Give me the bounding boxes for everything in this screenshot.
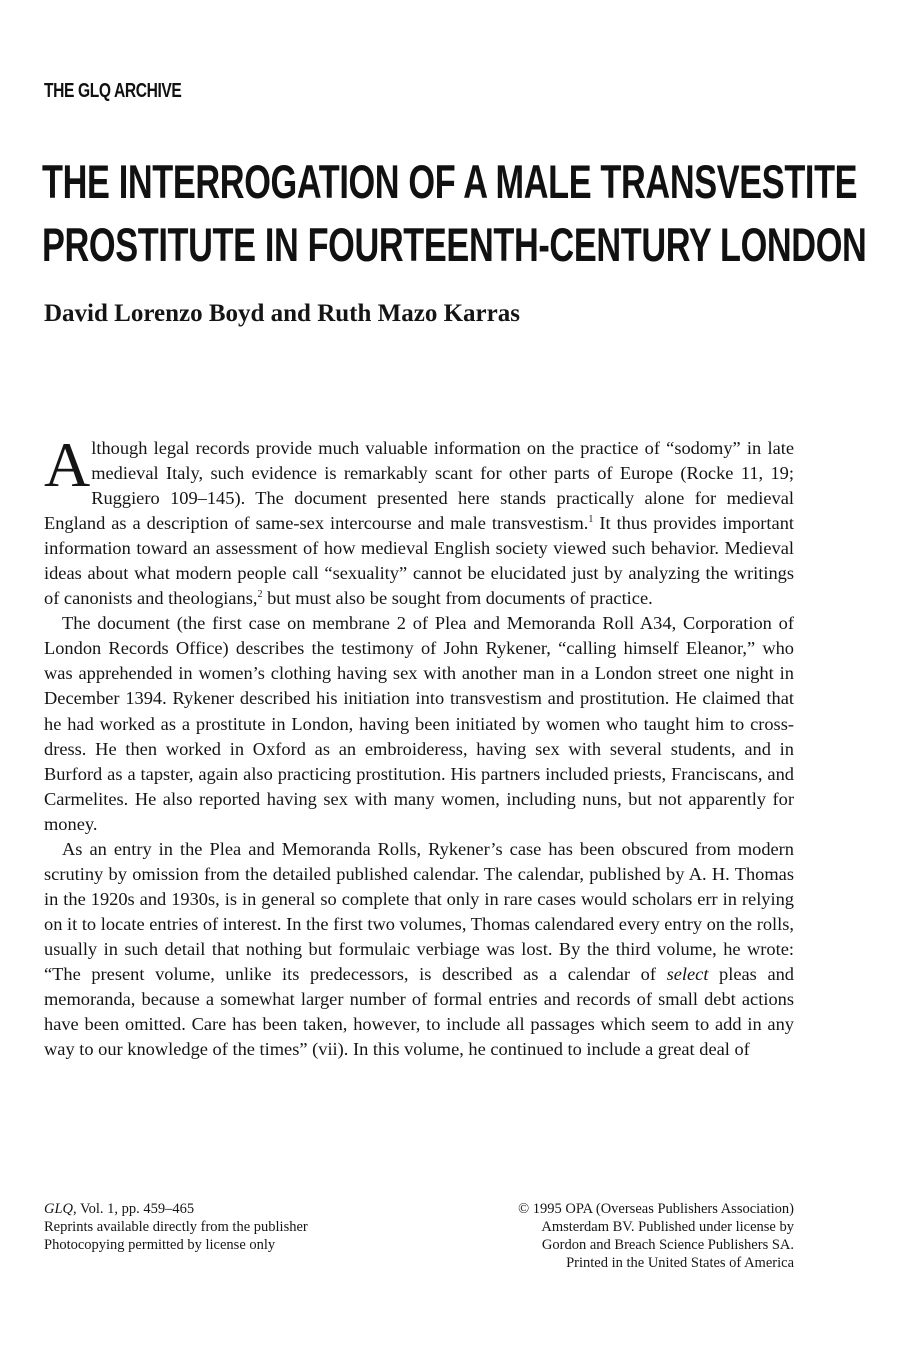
article-title xyxy=(42,150,867,276)
drop-cap: A xyxy=(44,429,91,500)
paragraph-text: lthough legal records provide much valuable information on the practice of “sodomy” in late medieval Italy, such evidence is remarkably scant for other parts of Europe (Rocke 11, 19; Ruggiero 109–145). The document presented here stands practically alone for medieval England as a description of same-sex intercourse and male transvestism. xyxy=(44,438,794,534)
copyright-line: © 1995 OPA (Overseas Publishers Association) xyxy=(518,1201,794,1217)
authors: David Lorenzo Boyd and Ruth Mazo Karras xyxy=(44,300,520,327)
publisher-line: Gordon and Breach Science Publishers SA. xyxy=(541,1237,794,1253)
title-line: PROSTITUTE IN FOURTEENTH-CENTURY LONDON xyxy=(42,218,867,271)
paragraph: The document (the first case on membrane 2 of Plea and Memoranda Roll A34, Corporation of London Records Office) describes the testimony of John Rykener, “calling himself Eleanor,” who was apprehended in women’s clothing having sex with another man in a London street one night in December 1394. Rykener described his initiation into transvestism and prostitution. He claimed that he had worked as a prostitute in London, having been initiated by women who taught him to cross-dress. He then worked in Oxford as an embroideress, having sex with several students, and in Burford as a tapster, again also practicing prostitution. His partners included priests, Franciscans, and Carmelites. He also reported having sex with many women, including nuns, but not apparently for money. xyxy=(44,613,794,834)
paragraph xyxy=(44,429,794,611)
paragraph xyxy=(44,837,794,1062)
printed-line: Printed in the United States of America xyxy=(566,1255,794,1271)
footnote-marker[interactable]: 2 xyxy=(257,589,263,601)
emphasis-text: select xyxy=(666,963,709,984)
footer-copyright xyxy=(518,1200,794,1272)
paragraph-text: pleas and memoranda, because a somewhat larger number of formal entries and records of small debt actions have been omitted. Care has been taken, however, to include all passages which seem to add in any way to our knowledge of the times” (vii). In this volume, he continued to include a great deal of xyxy=(44,963,795,1060)
photocopying-note: Photocopying permitted by license only xyxy=(44,1237,276,1253)
publisher-line: Amsterdam BV. Published under license by xyxy=(541,1219,794,1235)
citation: , Vol. 1, pp. 459–465 xyxy=(73,1201,195,1217)
paragraph-text: As an entry in the Plea and Memoranda Rolls, Rykener’s case has been obscured from modern scrutiny by omission from the detailed published calendar. The calendar, published by A. H. Thomas in the 1920s and 1930s, is in general so complete that only in rare cases would scholars err in relying on it to locate entries of interest. In the first two volumes, Thomas calendared every entry on the rolls, usually in such detail that nothing but formulaic verbiage was lost. By the third volume, he wrote: “The present volume, unlike its predecessors, is described as a calendar of xyxy=(44,838,794,984)
title-line: THE INTERROGATION OF A MALE TRANSVESTITE xyxy=(42,155,858,208)
journal-name: GLQ xyxy=(44,1201,74,1217)
reprints-note: Reprints available directly from the publisher xyxy=(44,1219,308,1235)
footer-citation xyxy=(44,1200,308,1254)
section-label: THE GLQ ARCHIVE xyxy=(44,80,182,102)
article-body xyxy=(44,429,795,1062)
paragraph-text: but must also be sought from documents of practice. xyxy=(262,588,653,609)
paragraph-text: It thus provides important information toward an assessment of how medieval English society viewed such behavior. Medieval ideas about what modern people call “sexuality” cannot be elucidated just by analyzing the writings of canonists and theologians, xyxy=(44,513,794,609)
footnote-marker[interactable]: 1 xyxy=(588,514,594,526)
